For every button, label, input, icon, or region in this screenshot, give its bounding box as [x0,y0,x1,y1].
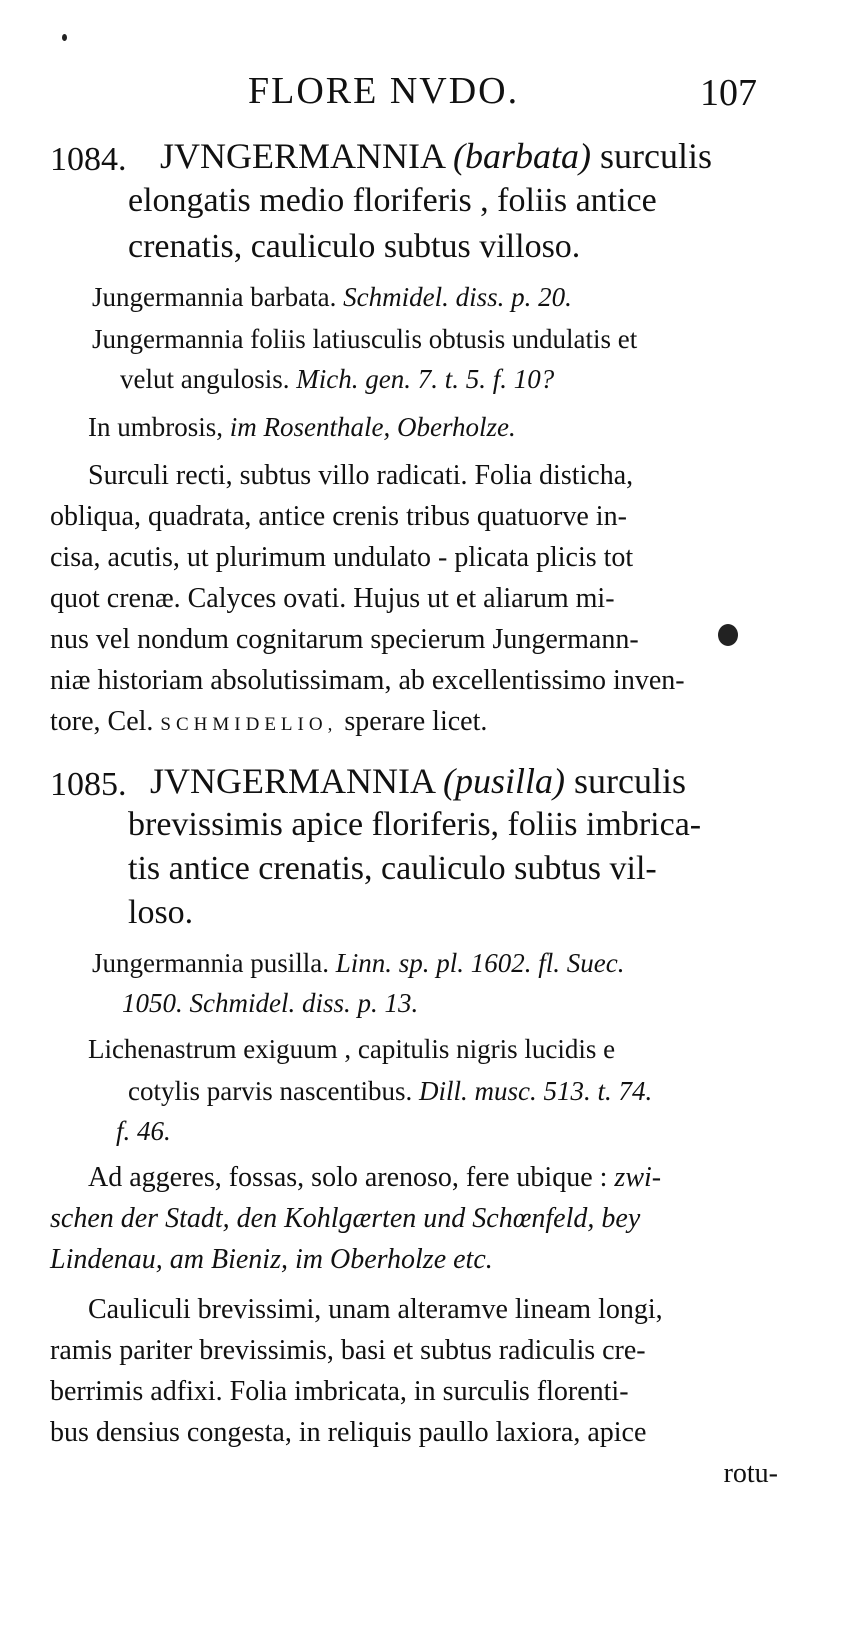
habitat-line [88,1164,661,1192]
description-line: nus vel nondum cognitarum specierum Jungermann- [50,624,639,655]
species-name: (barbata) [453,136,592,176]
entry-title-line [160,138,712,174]
synonym-text: Jungermannia barbata. [92,282,337,312]
synonym-text: cotylis parvis nascentibus. [128,1076,413,1106]
habitat-locality: schen der Stadt, den Kohlgærten und Schœnfeld, bey [50,1203,641,1234]
synonym-reference: Mich. gen. 7. t. 5. f. 10? [296,364,555,394]
description-line [50,708,487,736]
synonym-line [120,366,554,393]
habitat-text: In umbrosis, [88,412,223,442]
synonym-reference: Linn. sp. pl. 1602. fl. Suec. [335,948,625,978]
description-line: bus densius congesta, in reliquis paullo laxiora, apice [50,1417,647,1448]
page-number: 107 [700,72,757,114]
ink-speck [62,34,67,41]
synonym-line [92,950,624,977]
entry-title-line: loso. [128,894,194,931]
ink-blot [718,624,738,646]
genus-name: JVNGERMANNIA [150,761,435,801]
habitat-line [88,414,516,441]
catchword: rotu- [723,1458,778,1489]
description-text: tore, Cel. [50,706,154,737]
genus-name: JVNGERMANNIA [160,136,445,176]
running-title: FLORE NVDO. [248,70,520,112]
description-text: sperare licet. [344,706,488,737]
habitat-locality: im Rosenthale, Oberholze. [229,412,516,442]
description-line: berrimis adfixi. Folia imbricata, in surculis florenti- [50,1376,629,1407]
entry-number: 1085. [50,766,127,803]
habitat-locality: Lindenau, am Bieniz, im Oberholze etc. [50,1244,493,1275]
title-text: surculis [600,136,713,176]
entry-title-line: elongatis medio floriferis , foliis antice [128,182,657,219]
entry-title-line: crenatis, cauliculo subtus villoso. [128,228,581,265]
description-line: ramis pariter brevissimis, basi et subtus radiculis cre- [50,1335,646,1366]
synonym-reference: f. 46. [116,1116,171,1146]
habitat-text: Ad aggeres, fossas, solo arenoso, fere ubique : [88,1162,608,1193]
synonym-reference: 1050. Schmidel. diss. p. 13. [122,988,419,1018]
description-line: cisa, acutis, ut plurimum undulato - plicata plicis tot [50,542,634,573]
synonym-text: Jungermannia pusilla. [92,948,329,978]
entry-number: 1084. [50,141,127,178]
entry-title-line [150,763,686,799]
synonym-line: Lichenastrum exiguum , capitulis nigris lucidis e [88,1034,616,1064]
synonym-reference: Dill. musc. 513. t. 74. [418,1076,653,1106]
synonym-reference: Schmidel. diss. p. 20. [343,282,572,312]
description-line: Cauliculi brevissimi, unam alteramve lineam longi, [88,1294,663,1325]
entry-title-line: tis antice crenatis, cauliculo subtus vil- [128,850,657,887]
description-line: Surculi recti, subtus villo radicati. Folia disticha, [88,460,634,491]
synonym-line [128,1078,652,1105]
synonym-line [92,284,572,311]
description-line: obliqua, quadrata, antice crenis tribus quatuorve in- [50,501,627,532]
species-name: (pusilla) [443,761,566,801]
description-line: quot crenæ. Calyces ovati. Hujus ut et aliarum mi- [50,583,615,614]
synonym-text: velut angulosis. [120,364,290,394]
description-line: niæ historiam absolutissimam, ab excellentissimo inven- [50,665,685,696]
habitat-locality: zwi- [614,1162,662,1193]
entry-title-line: brevissimis apice floriferis, foliis imbrica- [128,806,702,843]
title-text: surculis [574,761,687,801]
synonym-line: Jungermannia foliis latiusculis obtusis undulatis et [92,324,638,354]
author-name: SCHMIDELIO, [160,714,338,735]
